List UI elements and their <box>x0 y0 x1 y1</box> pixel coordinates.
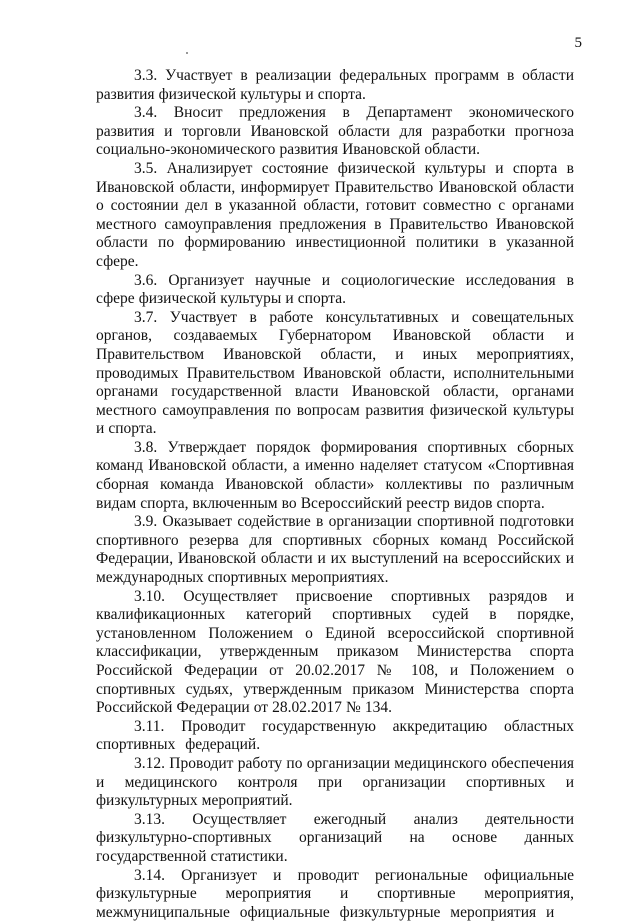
page-number: 5 <box>574 35 582 51</box>
paragraph-3-11: 3.11. Проводит государственную аккредитацию областных спортивных федераций. <box>96 717 574 754</box>
paragraph-3-3: 3.3. Участвует в реализации федеральных программ в области развития физической культуры и спорта. <box>96 67 574 103</box>
scan-speck <box>186 52 188 54</box>
paragraph-3-9: 3.9. Оказывает содействие в организации спортивной подготовки спортивного резерва для спортивных сборных команд Российской Федерации, Ивановской области и их выступлений на всероссийских и международных спортивных мероприятиях. <box>96 513 574 587</box>
paragraph-3-8: 3.8. Утверждает порядок формирования спортивных сборных команд Ивановской области, а именно наделяет статусом «Спортивная сборная команда Ивановской области» коллективы по различным видам спорта, включенным во Всероссийский реестр видов спорта. <box>96 438 574 512</box>
document-body <box>96 67 574 922</box>
paragraph-3-7: 3.7. Участвует в работе консультативных и совещательных органов, создаваемых Губернатором Ивановской области и Правительством Ивановской области, и иных мероприятиях, проводимых Правительством Ивановской области, исполнительными органами государственной власти Ивановской области, органами местного самоуправления по вопросам развития физической культуры и спорта. <box>96 308 574 438</box>
paragraph-3-12: 3.12. Проводит работу по организации медицинского обеспечения и медицинского контроля при организации спортивных и физкультурных мероприятий. <box>96 754 574 810</box>
paragraph-3-5: 3.5. Анализирует состояние физической культуры и спорта в Ивановской области, информирует Правительство Ивановской области о состоянии дел в указанной области, готовит совместно с органами местного самоуправления предложения в Правительство Ивановской области по формированию инвестиционной политики в указанной сфере. <box>96 159 574 270</box>
paragraph-3-10: 3.10. Осуществляет присвоение спортивных разрядов и квалификационных категорий спортивных судей в порядке, установленном Положением о Единой всероссийской спортивной классификации, утвержденным приказом Министерства спорта Российской Федерации от 20.02.2017 № 108, и Положением о спортивных судьях, утвержденным приказом Министерства спорта Российской Федерации от 28.02.2017 № 134. <box>96 587 574 717</box>
paragraph-3-13: 3.13. Осуществляет ежегодный анализ деятельности физкультурно-спортивных организаций на основе данных государственной статистики. <box>96 810 574 865</box>
paragraph-3-14: 3.14. Организует и проводит региональные официальные физкультурные мероприятия и спортивные мероприятия, межмуниципальные официальные физкультурные мероприятия и <box>96 866 574 921</box>
paragraph-3-6: 3.6. Организует научные и социологические исследования в сфере физической культуры и спорта. <box>96 271 574 308</box>
paragraph-3-4: 3.4. Вносит предложения в Департамент экономического развития и торговли Ивановской области для разработки прогноза социально-экономического развития Ивановской области. <box>96 104 574 159</box>
